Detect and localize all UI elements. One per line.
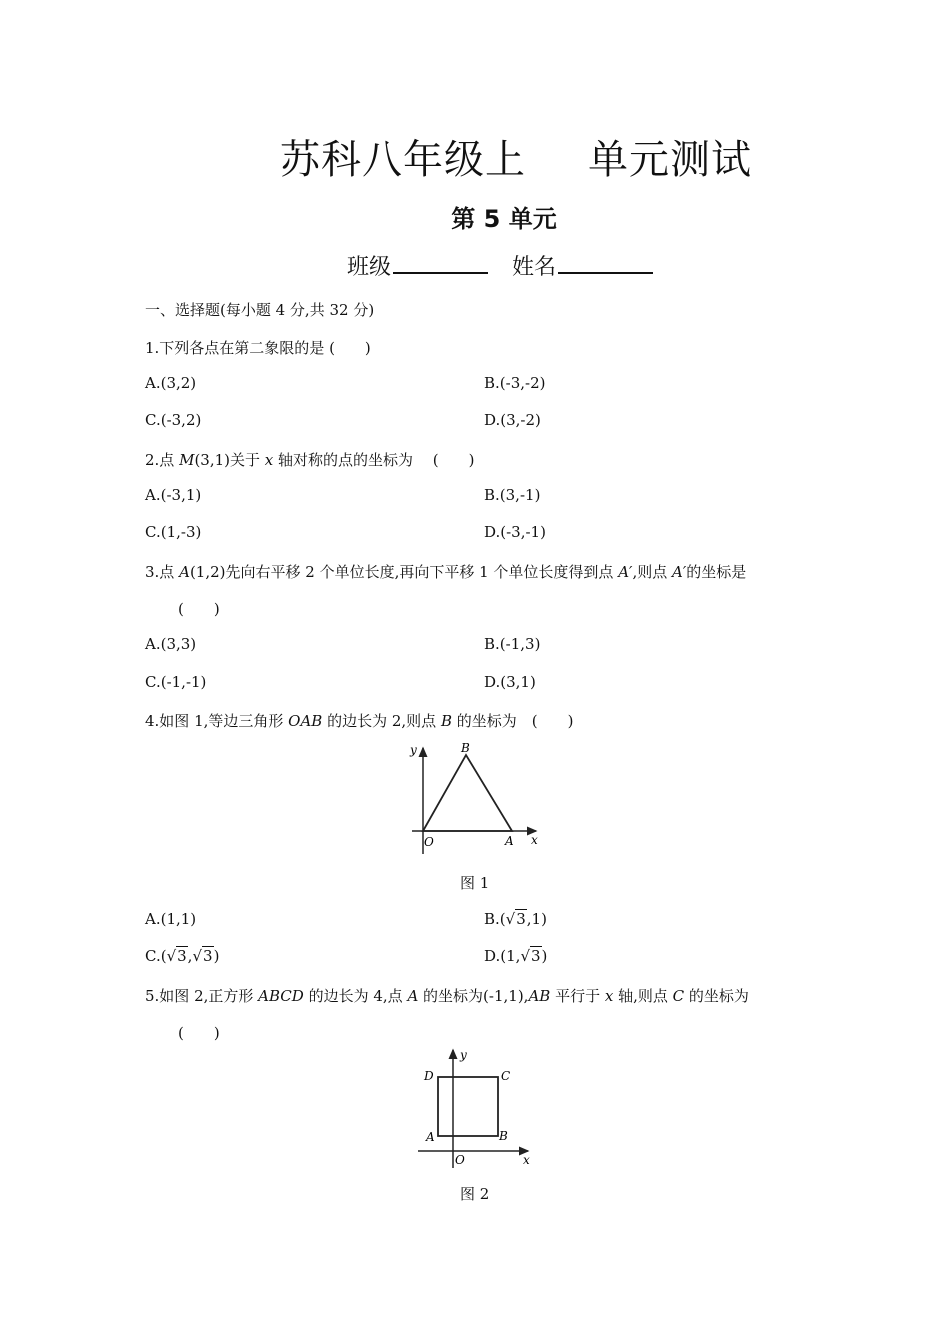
- name-blank[interactable]: [558, 250, 653, 274]
- class-label: 班级: [346, 255, 391, 280]
- q5-answer-paren: ( ): [178, 1024, 220, 1042]
- figure-2-square: [414, 1046, 538, 1170]
- q4-option-c: C.(√3,√3): [145, 947, 220, 965]
- q4-option-b: B.(√3,1): [484, 910, 547, 928]
- name-label: 姓名: [512, 255, 557, 280]
- q2-option-b: B.(3,-1): [484, 486, 541, 504]
- page-title: [0, 128, 950, 185]
- q1-option-c: C.(-3,2): [145, 411, 202, 429]
- fig2-label-y: y: [460, 1048, 467, 1062]
- q2-option-c: C.(1,-3): [145, 523, 202, 541]
- q5-stem: 5.如图 2,正方形 ABCD 的边长为 4,点 A 的坐标为(-1,1),AB 平行于 x 轴,则点 C 的坐标为: [145, 987, 749, 1005]
- q3-option-d: D.(3,1): [484, 673, 536, 691]
- q1-option-d: D.(3,-2): [484, 411, 541, 429]
- q1-stem: 1.下列各点在第二象限的是 ( ): [145, 339, 371, 357]
- q2-option-d: D.(-3,-1): [484, 523, 546, 541]
- fig2-label-c: C: [501, 1069, 511, 1083]
- fig2-label-d: D: [424, 1069, 434, 1083]
- q3-option-c: C.(-1,-1): [145, 673, 207, 691]
- title-right: 单元测试: [588, 137, 752, 183]
- title-left: 苏科八年级上: [280, 137, 526, 183]
- fig2-label-b: B: [499, 1129, 508, 1143]
- fig1-label-o: O: [424, 835, 434, 849]
- q4-stem: 4.如图 1,等边三角形 OAB 的边长为 2,则点 B 的坐标为 ( ): [145, 712, 574, 730]
- q3-option-a: A.(3,3): [145, 635, 197, 653]
- fig2-square: [438, 1077, 498, 1136]
- fig1-label-b: B: [461, 741, 470, 755]
- q1-option-a: A.(3,2): [145, 374, 197, 392]
- q3-answer-paren: ( ): [178, 600, 220, 618]
- fig1-label-y: y: [410, 743, 417, 757]
- figure-2-caption: 图 2: [460, 1185, 490, 1203]
- figure-1-caption: 图 1: [460, 874, 490, 892]
- fig2-label-x: x: [523, 1153, 530, 1167]
- fig2-label-o: O: [455, 1153, 465, 1167]
- q1-option-b: B.(-3,-2): [484, 374, 546, 392]
- q2-stem: 2.点 M(3,1)关于 x 轴对称的点的坐标为 ( ): [145, 451, 475, 469]
- fig1-label-a: A: [505, 834, 514, 848]
- fig1-label-x: x: [531, 833, 538, 847]
- class-name-row: [0, 250, 950, 281]
- fig1-triangle: [423, 755, 512, 831]
- section-heading: 一、选择题(每小题 4 分,共 32 分): [145, 301, 375, 319]
- class-blank[interactable]: [393, 250, 488, 274]
- q3-stem: 3.点 A(1,2)先向右平移 2 个单位长度,再向下平移 1 个单位长度得到点 A′,则点 A′的坐标是: [145, 563, 747, 581]
- q3-option-b: B.(-1,3): [484, 635, 541, 653]
- q2-option-a: A.(-3,1): [145, 486, 202, 504]
- unit-subtitle: 第 5 单元: [451, 205, 557, 233]
- q4-option-d: D.(1,√3): [484, 947, 548, 965]
- q4-option-a: A.(1,1): [145, 910, 197, 928]
- figure-1-triangle: [404, 738, 550, 860]
- fig2-label-a: A: [426, 1130, 435, 1144]
